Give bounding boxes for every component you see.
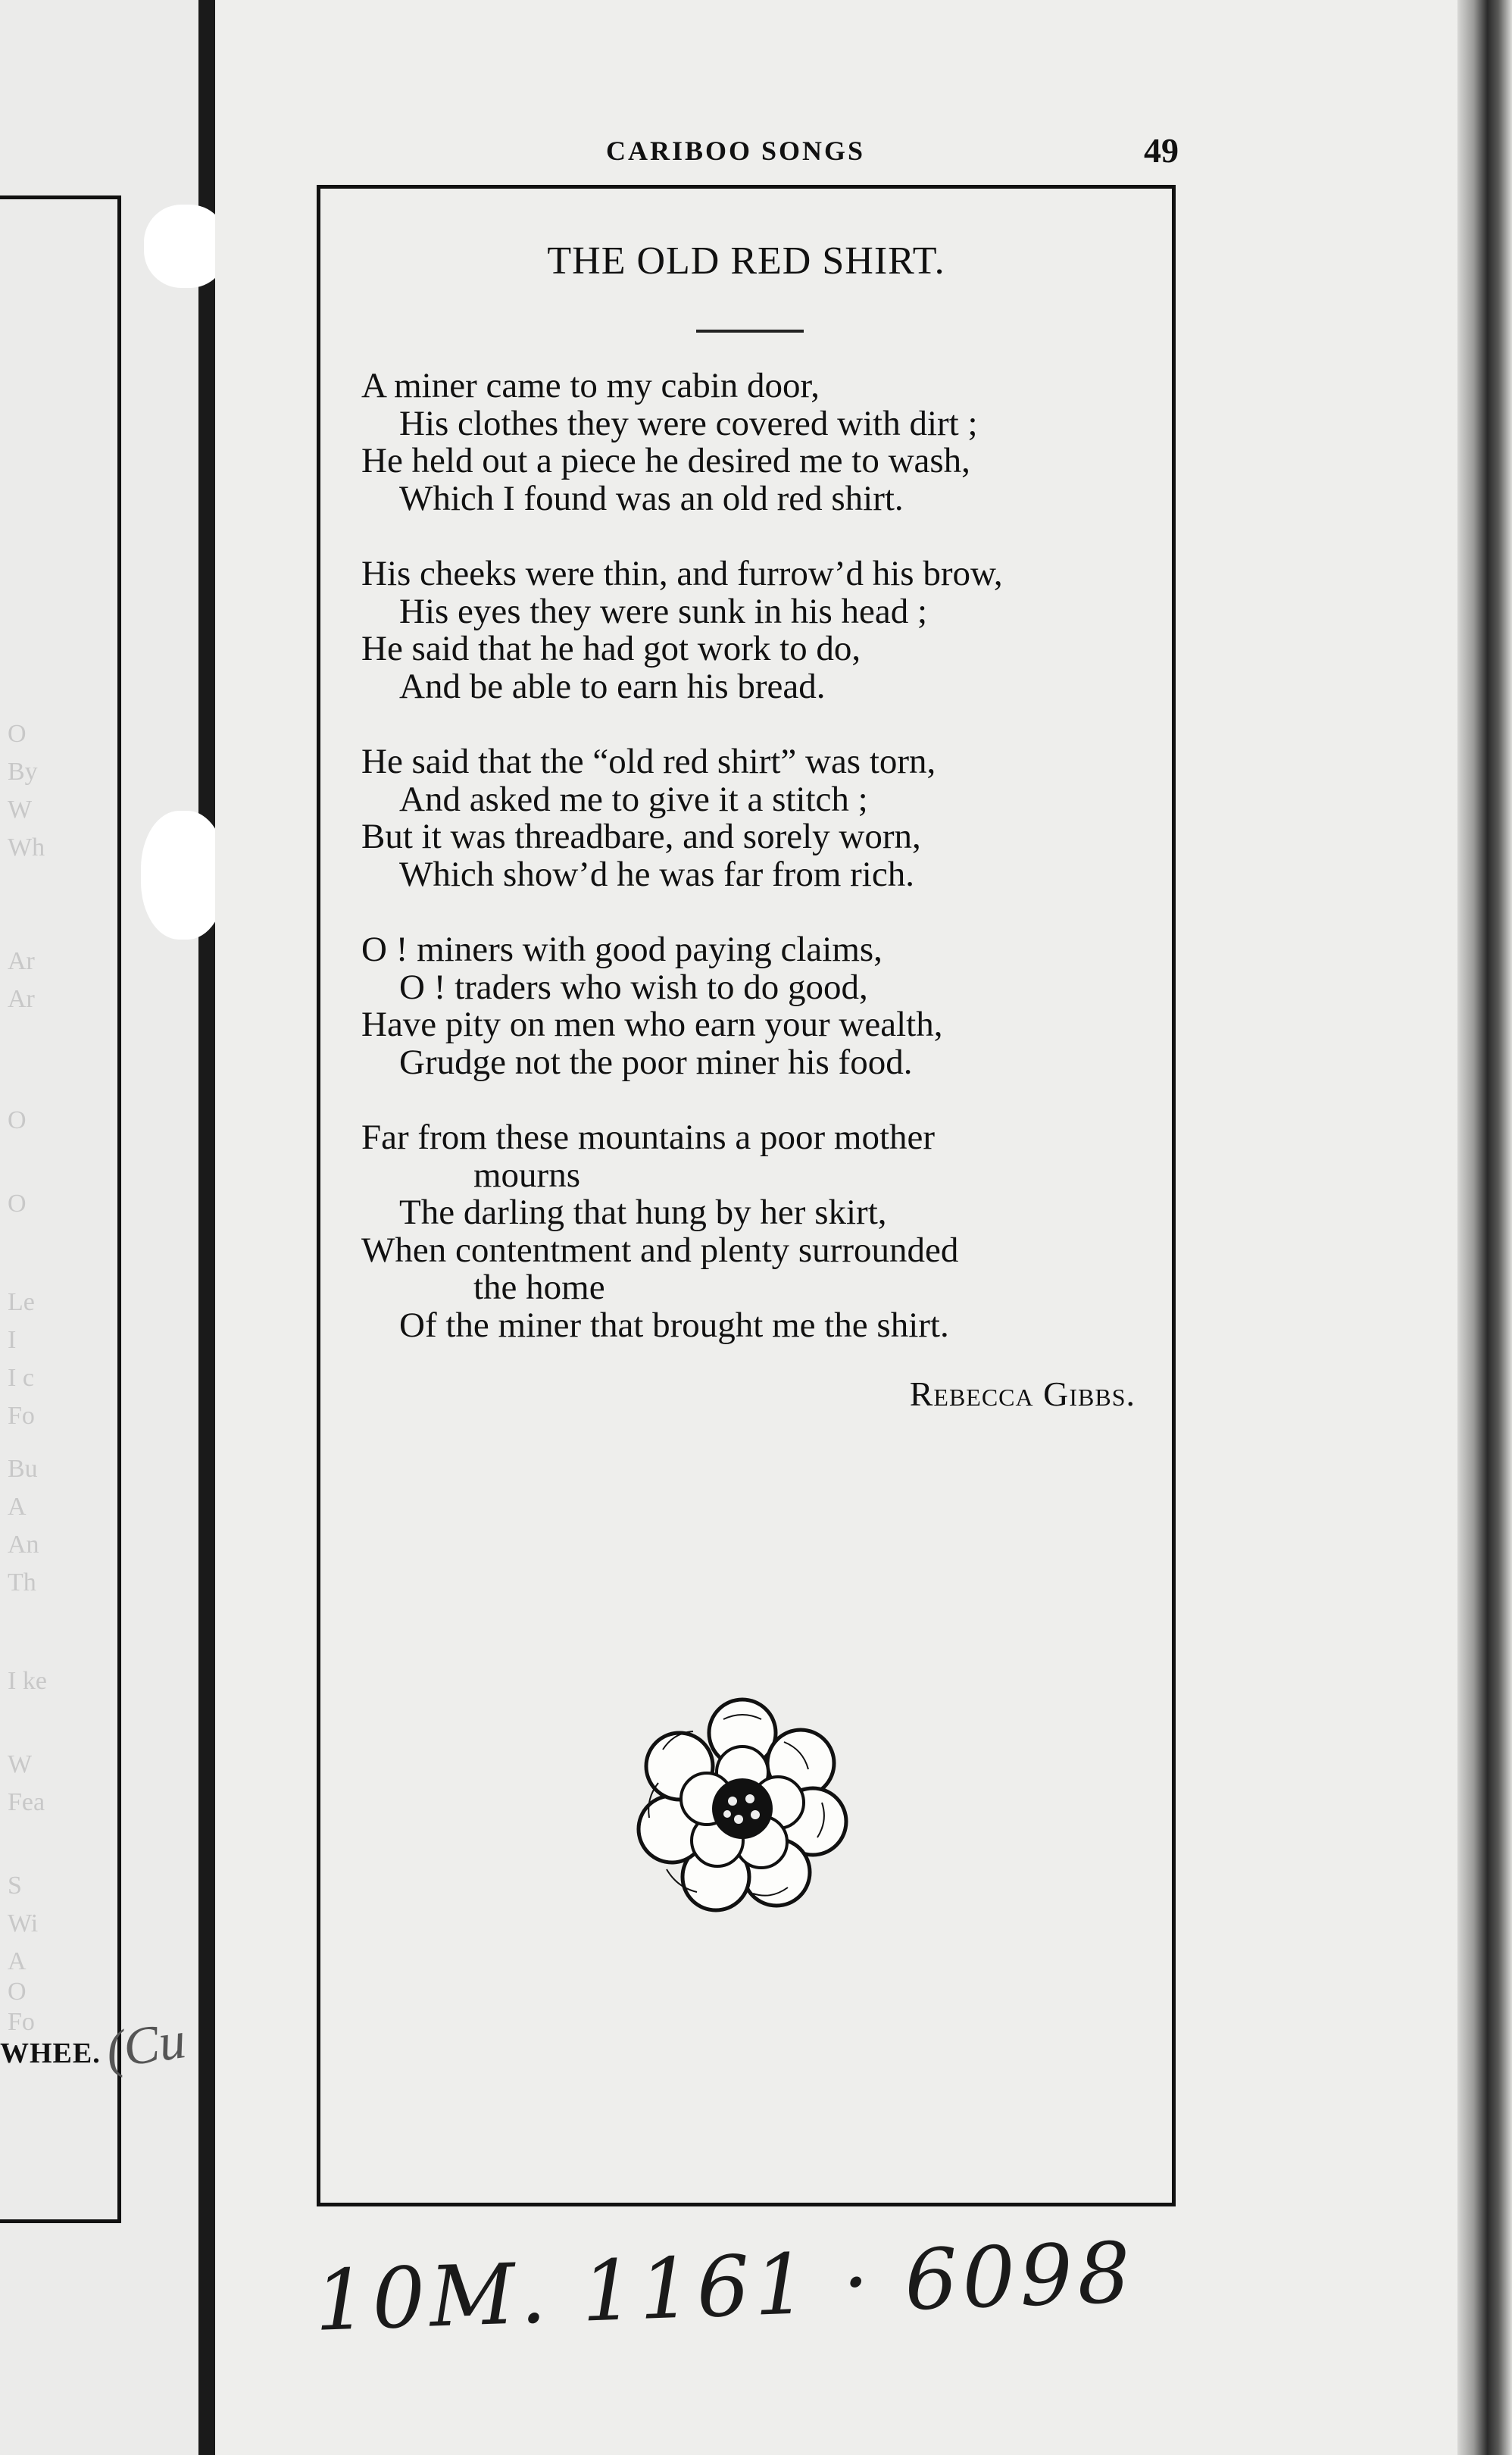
- poem-line: A miner came to my cabin door,: [361, 366, 820, 405]
- page-edge-shadow: [1457, 0, 1512, 2455]
- ghost-text: Th: [8, 1568, 36, 1597]
- poem-line: the home: [473, 1268, 605, 1307]
- stanza: [361, 931, 1142, 1081]
- ghost-text: Ar: [8, 985, 35, 1013]
- poem-line: His clothes they were covered with dirt ;: [399, 403, 978, 443]
- stanza: [361, 555, 1142, 705]
- poem-line: His eyes they were sunk in his head ;: [399, 591, 928, 631]
- poem-line: He held out a piece he desired me to wash,: [361, 441, 970, 480]
- running-title: CARIBOO SONGS: [606, 136, 866, 166]
- ghost-text: Fo: [8, 1402, 35, 1430]
- poem-frame: [317, 185, 1176, 2206]
- left-page-heading-fragment: WHEE.: [0, 2037, 101, 2069]
- left-page-handwriting: (Cu: [102, 2011, 189, 2080]
- book-gutter: [198, 0, 215, 2455]
- ghost-text: An: [8, 1531, 39, 1559]
- ghost-text: A: [8, 1947, 27, 1975]
- ghost-text: O: [8, 1106, 27, 1134]
- poem-line: He said that the “old red shirt” was torn,: [361, 742, 936, 781]
- ghost-text: Fo: [8, 2008, 35, 2036]
- ghost-text: I c: [8, 1364, 34, 1392]
- handwritten-accession-note: 10M. 1161 · 6098: [313, 2224, 1137, 2350]
- title-rule: [696, 330, 804, 333]
- poem-title: THE OLD RED SHIRT.: [547, 239, 945, 283]
- ghost-text: W: [8, 1750, 33, 1778]
- poem-body: [361, 367, 1142, 1382]
- ghost-text: Ar: [8, 947, 35, 975]
- left-page-fragment: [0, 0, 198, 2455]
- poem-line: The darling that hung by her skirt,: [399, 1193, 887, 1232]
- poem-line: Grudge not the poor miner his food.: [399, 1042, 913, 1082]
- poem-line: mourns: [473, 1155, 580, 1195]
- ghost-text: Wh: [8, 833, 45, 862]
- ghost-text: Wi: [8, 1909, 39, 1937]
- poem-line: Which show’d he was far from rich.: [399, 854, 914, 894]
- page-number: 49: [1144, 131, 1179, 170]
- rose-ornament-icon: [633, 1697, 852, 1916]
- ghost-text: O: [8, 720, 27, 748]
- poem-line: And asked me to give it a stitch ;: [399, 779, 868, 819]
- poem-line: And be able to earn his bread.: [399, 666, 826, 706]
- ghost-text: I: [8, 1326, 17, 1354]
- poem-line: But it was threadbare, and sorely worn,: [361, 817, 921, 856]
- gutter-highlight: [141, 811, 226, 940]
- author-attribution: Rebecca Gibbs.: [909, 1374, 1136, 1413]
- poem-line: Which I found was an old red shirt.: [399, 478, 904, 518]
- ghost-text: O: [8, 1978, 27, 2006]
- ghost-text: Bu: [8, 1455, 38, 1483]
- poem-line: Far from these mountains a poor mother: [361, 1118, 936, 1157]
- poem-line: Of the miner that brought me the shirt.: [399, 1305, 949, 1345]
- ghost-text: Fea: [8, 1788, 45, 1816]
- ghost-text: O: [8, 1190, 27, 1218]
- poem-line: O ! traders who wish to do good,: [399, 967, 868, 1007]
- ghost-text: W: [8, 796, 33, 824]
- poem-line: His cheeks were thin, and furrow’d his brow,: [361, 554, 1003, 593]
- running-head: [386, 131, 1204, 180]
- poem-line: O ! miners with good paying claims,: [361, 930, 883, 969]
- stanza: [361, 743, 1142, 893]
- poem-line: He said that he had got work to do,: [361, 629, 861, 668]
- ghost-text: Le: [8, 1288, 35, 1316]
- ghost-text: I ke: [8, 1667, 47, 1695]
- stanza: [361, 1119, 1142, 1344]
- ghost-text: S: [8, 1872, 22, 1900]
- ghost-text: A: [8, 1493, 27, 1521]
- ghost-text: By: [8, 758, 38, 786]
- stanza: [361, 367, 1142, 518]
- poem-line: Have pity on men who earn your wealth,: [361, 1005, 943, 1044]
- poem-line: When contentment and plenty surrounded: [361, 1230, 959, 1270]
